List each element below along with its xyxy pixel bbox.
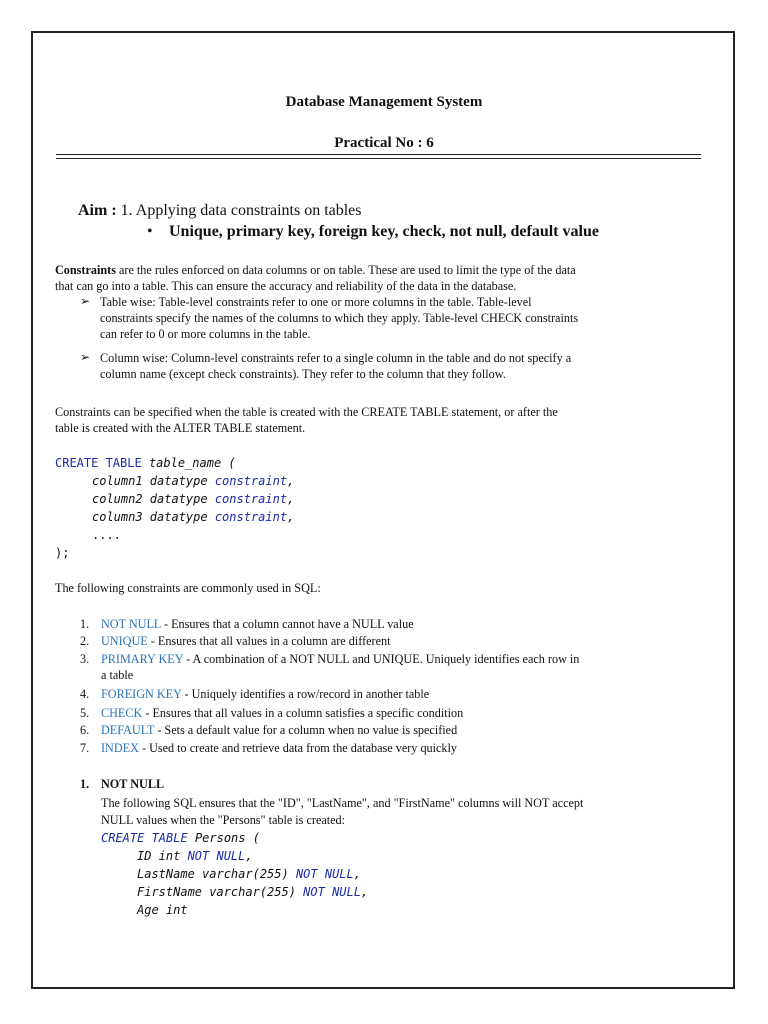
aim-label: Aim : (78, 202, 117, 219)
table-wise-line2: constraints specify the names of the columns to which they apply. Table-level CHECK constraints (100, 311, 579, 325)
column-wise-line1: Column wise: Column-level constraints refer to a single column in the table and do not specify a (100, 351, 572, 365)
code-line-column2: column2 datatype constraint, (92, 492, 295, 506)
list-num: 2. (80, 634, 90, 648)
arrow-bullet-icon: ➢ (80, 294, 91, 308)
arrow-bullet-icon: ➢ (80, 350, 91, 364)
list-num: 5. (80, 706, 90, 720)
list-item-foreign-key: FOREIGN KEY - Uniquely identifies a row/record in another table (101, 687, 430, 701)
page-title: Database Management System (285, 94, 483, 110)
table-wise-line3: can refer to 0 or more columns in the table. (100, 327, 311, 341)
code2-table-name: Persons ( (194, 831, 260, 845)
code-line-dots: .... (92, 528, 121, 542)
section-desc-line2: NULL values when the "Persons" table is created: (101, 813, 346, 827)
section-number: 1. (80, 777, 90, 791)
constraints-intro-text: are the rules enforced on data columns or on table. These are used to limit the type of the data (119, 263, 576, 277)
code-line-close: ); (55, 546, 70, 560)
code2-line-id: ID int NOT NULL, (137, 849, 253, 863)
constraints-intro-line1 (55, 262, 710, 278)
list-item-not-null: NOT NULL - Ensures that a column cannot have a NULL value (101, 617, 414, 631)
list-intro: The following constraints are commonly used in SQL: (55, 581, 321, 595)
code2-line-create (101, 829, 260, 847)
code-line-create (55, 454, 236, 472)
list-item-index: INDEX - Used to create and retrieve data from the database very quickly (101, 741, 458, 755)
list-item-primary-key-cont: a table (101, 668, 134, 682)
list-item-unique: UNIQUE - Ensures that all values in a column are different (101, 634, 391, 648)
bullet-dot-icon: • (147, 223, 153, 240)
code-keyword: CREATE TABLE (55, 456, 142, 470)
constraints-term: Constraints (55, 263, 116, 277)
code-line-column1: column1 datatype constraint, (92, 474, 295, 488)
list-num: 6. (80, 723, 90, 737)
header-double-rule (56, 154, 701, 159)
code2-line-age: Age int (137, 903, 188, 917)
specify-line1: Constraints can be specified when the table is created with the CREATE TABLE statement, or after the (55, 405, 558, 419)
constraints-intro-line2: that can go into a table. This can ensure the accuracy and reliability of the data in the database. (55, 279, 517, 293)
specify-line2: table is created with the ALTER TABLE statement. (55, 421, 306, 435)
aim-bullet-text: Unique, primary key, foreign key, check, not null, default value (169, 223, 599, 240)
code-line-column3: column3 datatype constraint, (92, 510, 295, 524)
practical-number: Practical No : 6 (334, 135, 434, 151)
aim-text: 1. Applying data constraints on tables (120, 202, 362, 219)
code2-line-lastname: LastName varchar(255) NOT NULL, (137, 867, 361, 881)
list-num: 3. (80, 652, 90, 666)
code2-keyword: CREATE TABLE (101, 831, 188, 845)
list-num: 4. (80, 687, 90, 701)
list-item-primary-key: PRIMARY KEY - A combination of a NOT NULL and UNIQUE. Uniquely identifies each row in (101, 652, 580, 666)
code-table-name: table_name ( (148, 456, 236, 470)
list-item-default: DEFAULT - Sets a default value for a column when no value is specified (101, 723, 458, 737)
code2-line-firstname: FirstName varchar(255) NOT NULL, (137, 885, 369, 899)
aim-line (78, 202, 362, 220)
list-num: 7. (80, 741, 90, 755)
section-desc-line1: The following SQL ensures that the "ID", "LastName", and "FirstName" columns will NOT accept (101, 796, 584, 810)
aim-bullet (147, 223, 153, 241)
table-wise-line1: Table wise: Table-level constraints refer to one or more columns in the table. Table-level (100, 295, 532, 309)
section-heading: NOT NULL (101, 777, 165, 791)
column-wise-line2: column name (except check constraints). They refer to the column that they follow. (100, 367, 506, 381)
list-num: 1. (80, 617, 90, 631)
list-item-check: CHECK - Ensures that all values in a column satisfies a specific condition (101, 706, 464, 720)
